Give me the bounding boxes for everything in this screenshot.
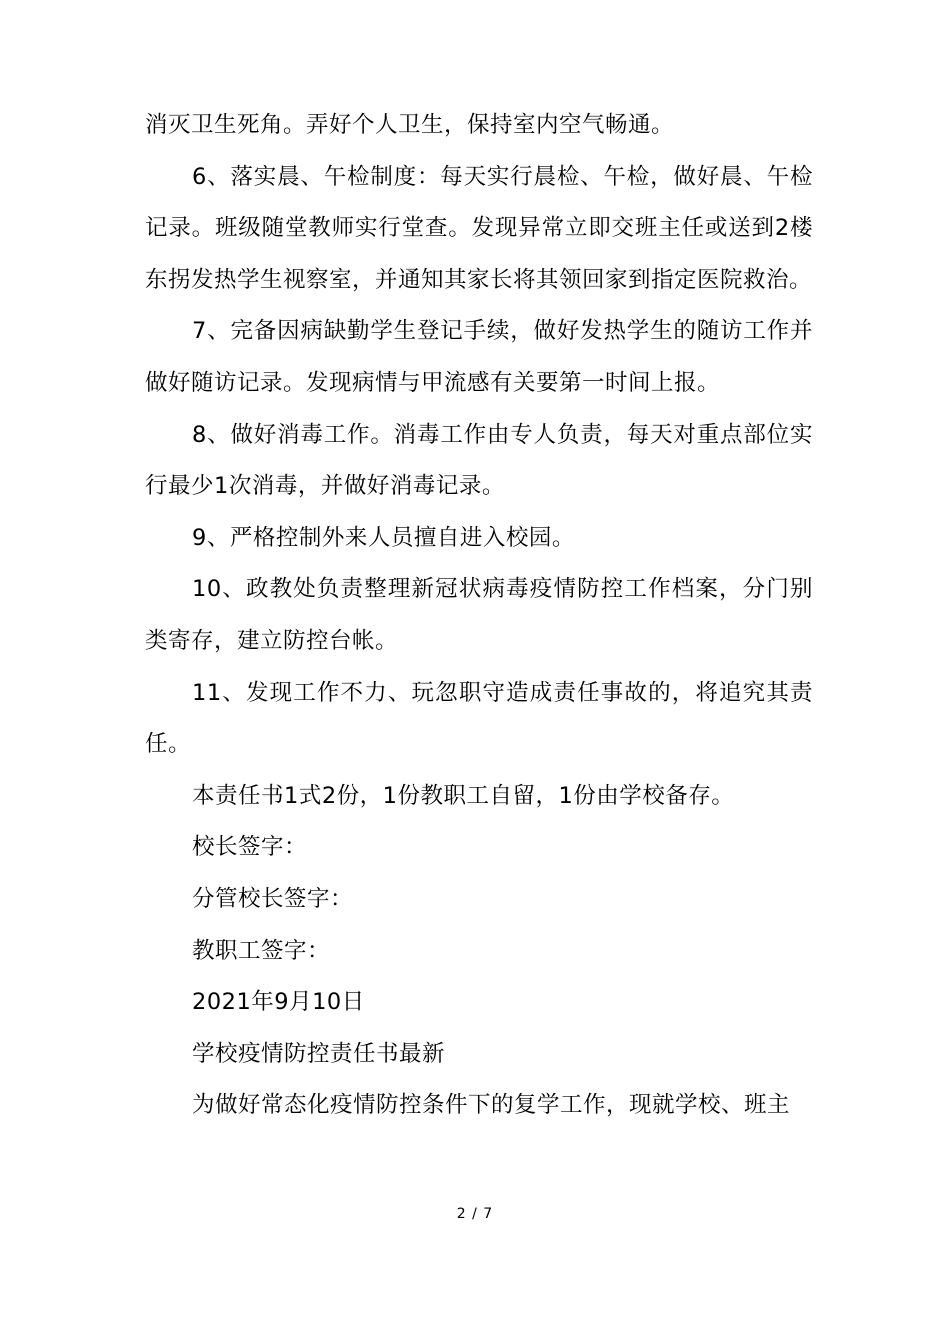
paragraph-6: 10、政教处负责整理新冠状病毒疫情防控工作档案，分门别类寄存，建立防控台帐。 [145,576,813,654]
vice-principal-signature-line: 分管校长签字： [192,885,354,912]
principal-signature-line: 校长签字： [192,834,308,861]
staff-signature-line: 教职工签字： [192,937,331,964]
paragraph-4: 8、做好消毒工作。消毒工作由专人负责，每天对重点部位实行最少1次消毒，并做好消毒记录。 [145,421,813,500]
paragraph-5: 9、严格控制外来人员擅自进入校园。 [192,524,575,551]
paragraph-1: 消灭卫生死角。弄好个人卫生，保持室内空气畅通。 [145,112,675,138]
paragraph-7: 11、发现工作不力、玩忽职守造成责任事故的，将追究其责任。 [145,679,813,758]
page-number: 2 / 7 [456,1206,494,1222]
paragraph-8: 本责任书1式2份，1份教职工自留，1份由学校备存。 [192,782,735,809]
document-date: 2021年9月10日 [192,989,365,1016]
paragraph-3: 7、完备因病缺勤学生登记手续，做好发热学生的随访工作并做好随访记录。发现病情与甲流感有关要第一时间上报。 [145,318,813,396]
section-title: 学校疫情防控责任书最新 [192,1040,446,1067]
document-body [145,100,813,1132]
paragraph-14: 为做好常态化疫情防控条件下的复学工作，现就学校、班主 [192,1092,791,1119]
paragraph-2: 6、落实晨、午检制度：每天实行晨检、午检，做好晨、午检记录。班级随堂教师实行堂查。发现异常立即交班主任或送到2楼东拐发热学生视察室，并通知其家长将其领回家到指定医院救治。 [145,163,813,293]
